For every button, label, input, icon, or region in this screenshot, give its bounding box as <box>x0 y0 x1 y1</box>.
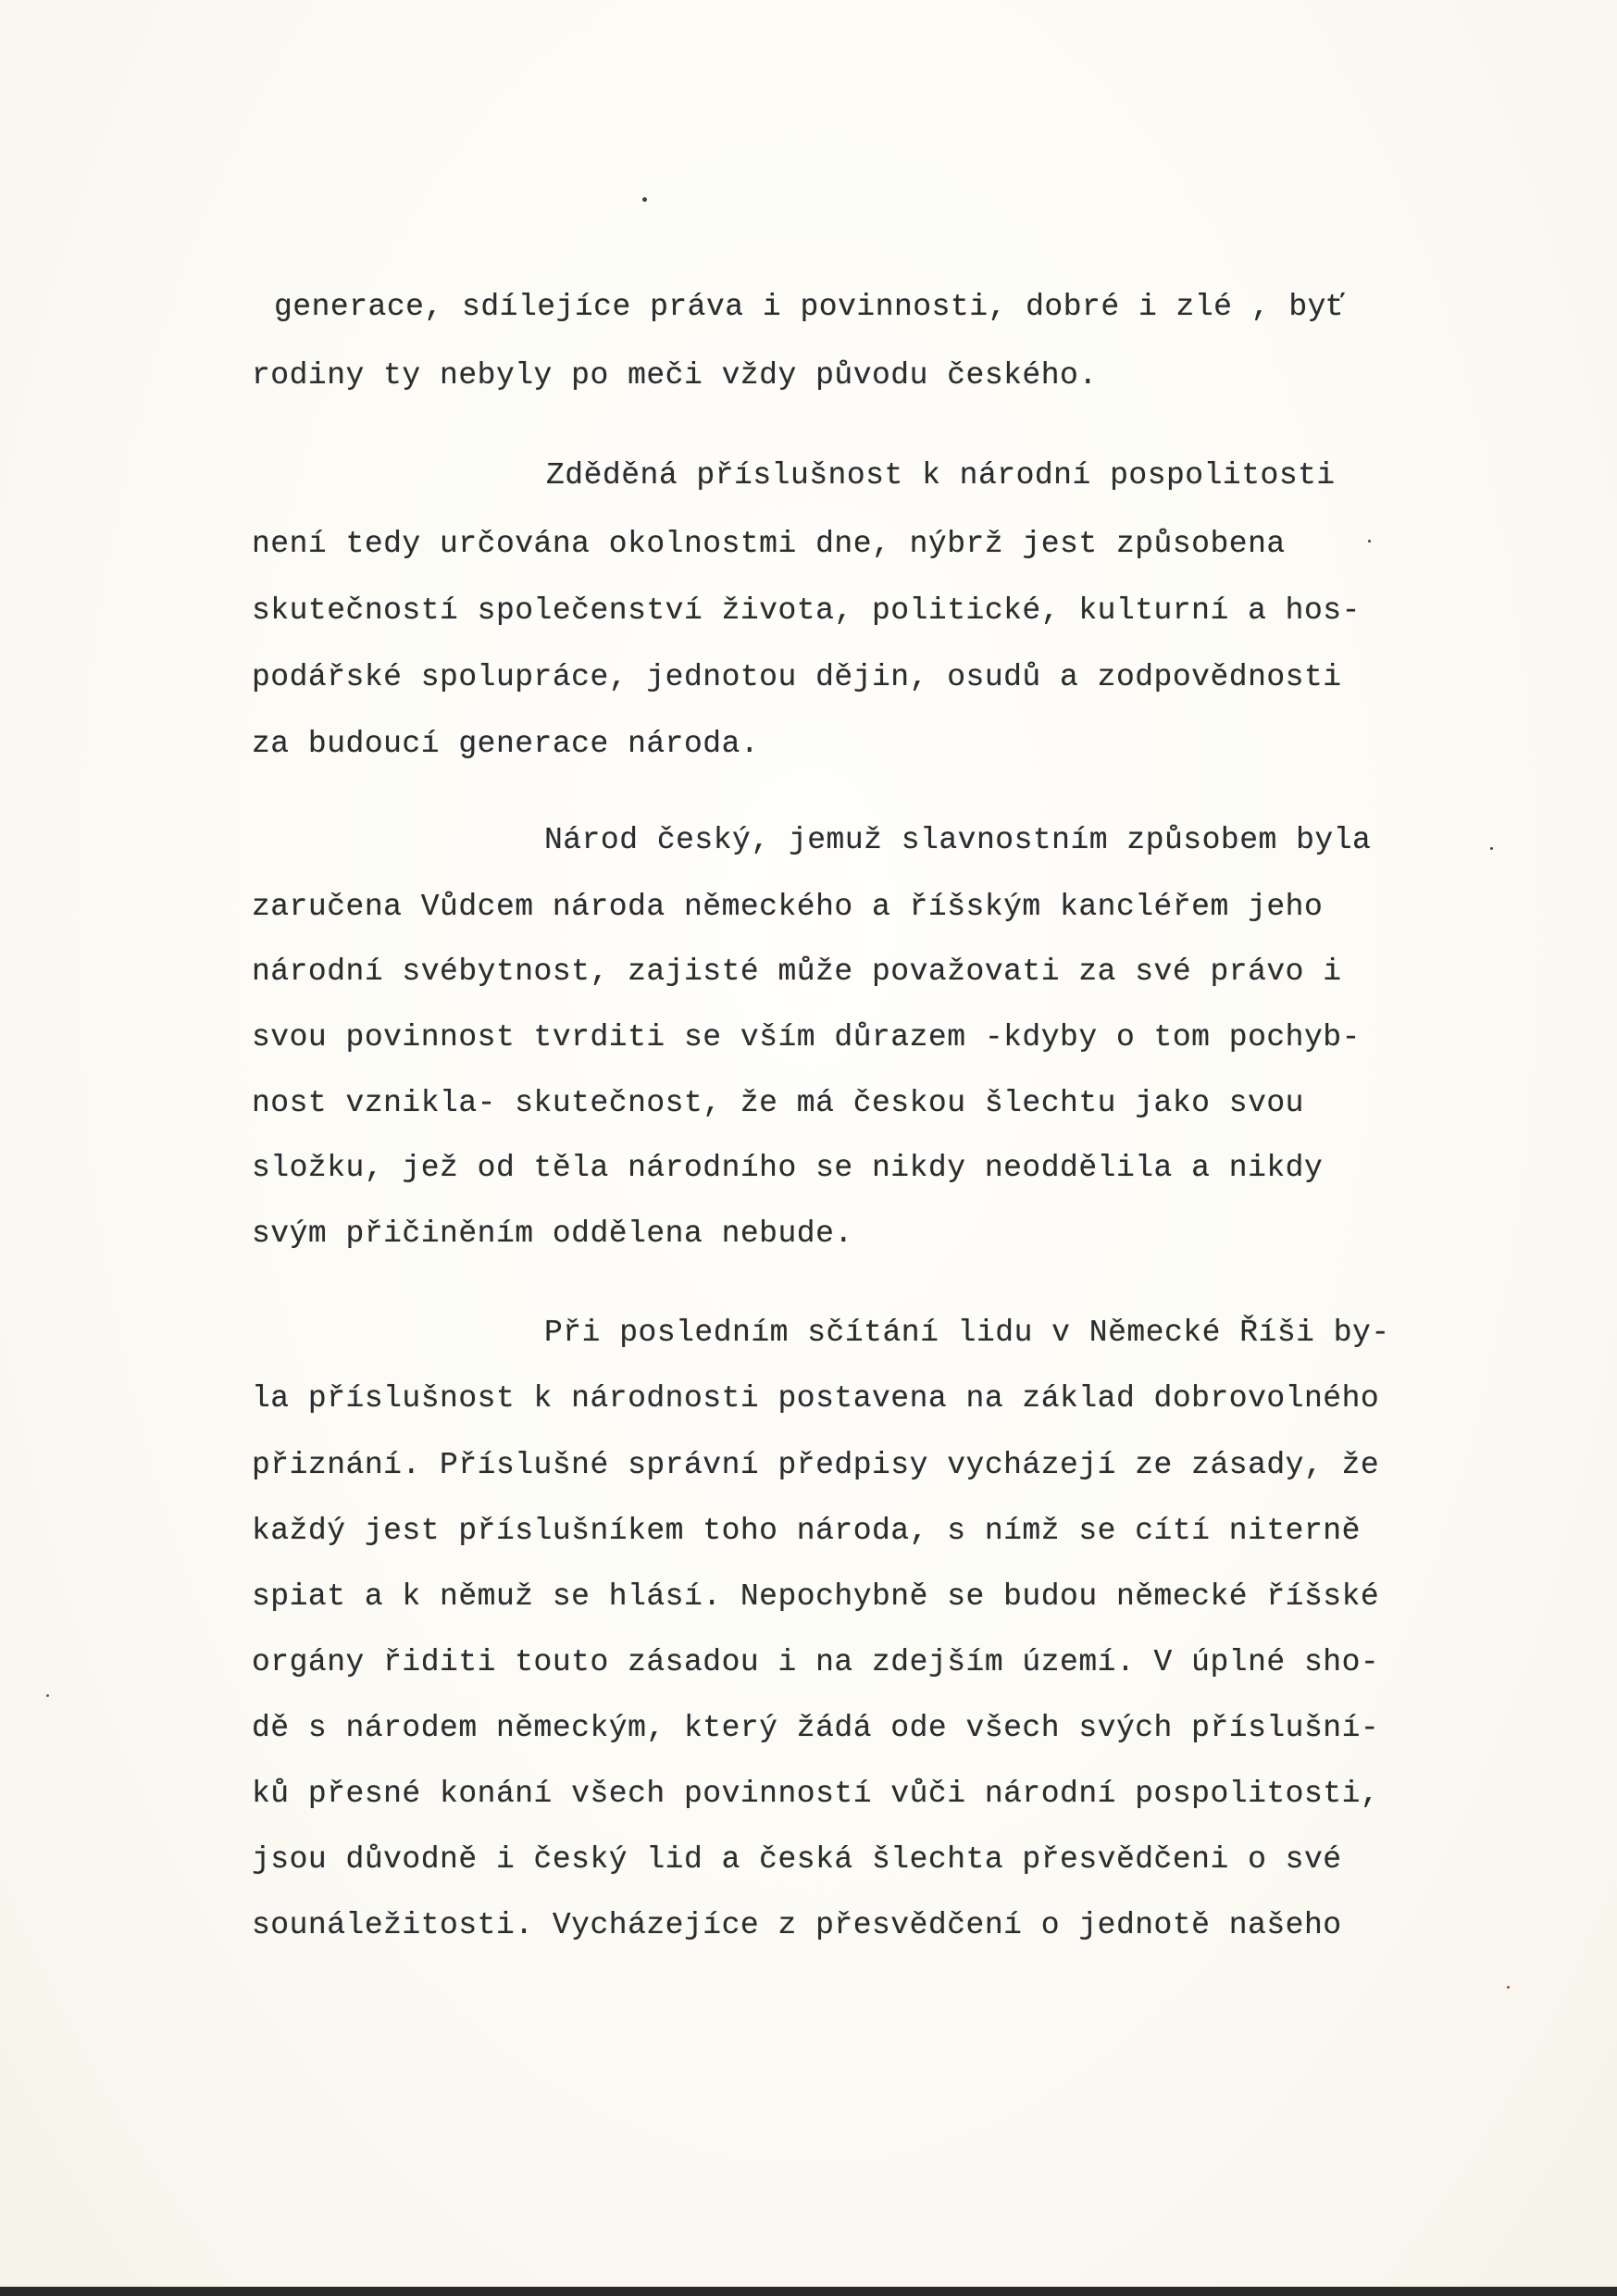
paper-speck <box>1490 847 1493 850</box>
scan-bottom-edge <box>0 2287 1617 2296</box>
paper-speck <box>46 1694 49 1697</box>
text-line: podářské spolupráce, jednotou dějin, osudů a zodpovědnosti <box>252 660 1342 694</box>
text-line: zaručena Vůdcem národa německého a říšským kancléřem jeho <box>252 890 1324 924</box>
text-line: ků přesné konání všech povinností vůči národní pospolitosti, <box>252 1777 1380 1811</box>
text-line: jsou důvodně i český lid a česká šlechta přesvědčeni o své <box>252 1842 1342 1877</box>
text-line: svou povinnost tvrditi se vším důrazem -kdyby o tom pochyb- <box>252 1020 1361 1054</box>
text-line: generace, sdílejíce práva i povinnosti, dobré i zlé , byť <box>274 290 1346 324</box>
text-line: není tedy určována okolnostmi dne, nýbrž jest způsobena <box>252 527 1286 561</box>
text-line: sounáležitosti. Vycházejíce z přesvědčení o jednotě našeho <box>252 1908 1342 1942</box>
text-line: dě s národem německým, který žádá ode všech svých příslušní- <box>252 1711 1380 1745</box>
text-line: svým přičiněním oddělena nebude. <box>252 1217 853 1251</box>
text-line: každý jest příslušníkem toho národa, s nímž se cítí niterně <box>252 1514 1361 1548</box>
text-line: za budoucí generace národa. <box>252 727 760 761</box>
paper-speck <box>1507 1986 1510 1989</box>
paragraph-start-line: Při posledním sčítání lidu v Německé Říši by- <box>544 1316 1390 1350</box>
text-line: národní svébytnost, zajisté může považovati za své právo i <box>252 955 1342 989</box>
text-line: spiat a k němuž se hlásí. Nepochybně se budou německé říšské <box>252 1579 1380 1614</box>
paper-speck <box>642 197 647 202</box>
text-line: nost vznikla- skutečnost, že má českou šlechtu jako svou <box>252 1086 1304 1120</box>
paragraph-start-line: Zděděná příslušnost k národní pospolitosti <box>546 458 1336 493</box>
text-line: složku, jež od těla národního se nikdy neoddělila a nikdy <box>252 1151 1324 1185</box>
text-line: skutečností společenství života, politické, kulturní a hos- <box>252 593 1361 628</box>
paragraph-start-line: Národ český, jemuž slavnostním způsobem byla <box>544 823 1372 857</box>
paper-speck <box>1368 540 1371 543</box>
text-line: rodiny ty nebyly po meči vždy původu českého. <box>252 358 1098 393</box>
text-line: přiznání. Příslušné správní předpisy vycházejí ze zásady, že <box>252 1448 1380 1482</box>
text-line: la příslušnost k národnosti postavena na základ dobrovolného <box>252 1381 1380 1416</box>
text-line: orgány řiditi touto zásadou i na zdejším území. V úplné sho- <box>252 1645 1380 1679</box>
